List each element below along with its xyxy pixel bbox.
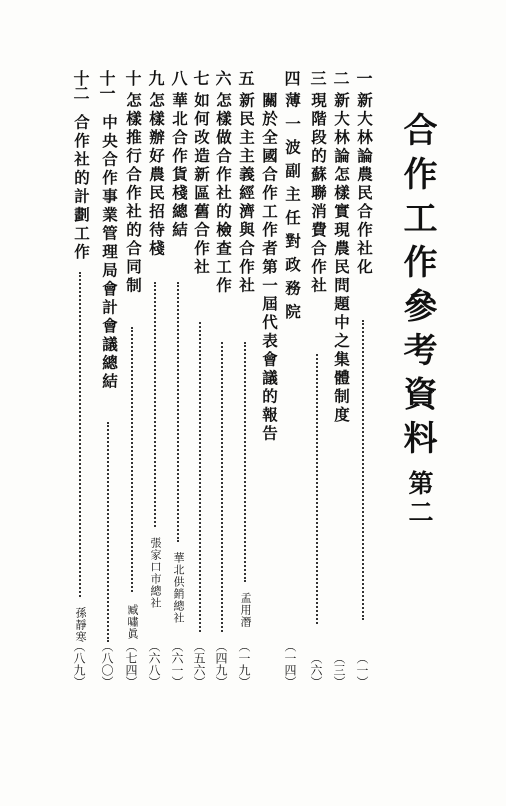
entry-number: 一 [354, 70, 373, 85]
entry-page: （八九） [72, 640, 86, 688]
toc-entry [168, 92, 190, 688]
leader-dots [107, 422, 109, 642]
entry-number: 五 [236, 70, 255, 85]
entry-author: 孫靜寒 [74, 607, 87, 643]
leader-dots [79, 272, 81, 597]
entry-title: 新民主主義經濟與合作社 [237, 92, 256, 296]
book-title: 合作工作參考資料 [397, 112, 437, 464]
leader-dots [244, 342, 246, 582]
volume-label: 第二 [405, 470, 434, 528]
toc-entry [122, 92, 144, 688]
leader-dots [221, 342, 223, 632]
entry-author: 華北供銷總社 [172, 552, 185, 624]
entry-title: 華北合作貨棧總結 [170, 92, 189, 240]
entry-number: 八 [169, 70, 188, 85]
leader-dots [316, 354, 318, 624]
toc-entry [281, 92, 303, 688]
entry-author: 孟用潛 [239, 592, 252, 628]
entry-number: 四 [282, 70, 301, 85]
entry-title: 薄一波副主任對政務院 [283, 92, 302, 327]
entry-title: 關於全國合作工作者第一屆代表會議的報告 [260, 92, 279, 444]
entry-number: 六 [213, 70, 232, 85]
entry-title: 新大林論怎樣實現農民問題中之集體制度 [332, 92, 351, 425]
entry-number: 三 [308, 70, 327, 85]
entry-number: 七 [191, 70, 210, 85]
entry-title: 怎樣做合作社的檢查工作 [214, 92, 233, 296]
entry-title: 合作社的計劃工作 [72, 114, 91, 262]
entry-page: （五六） [192, 640, 206, 688]
toc-entry [70, 92, 92, 688]
toc-entry-continued [258, 92, 280, 688]
leader-dots [154, 282, 156, 527]
entry-page: （七四） [124, 640, 138, 688]
entry-number: 九 [146, 70, 165, 85]
entry-page: （四九） [214, 640, 228, 688]
entry-number: 二 [331, 70, 350, 85]
leader-dots [362, 320, 364, 620]
leader-dots [131, 327, 133, 592]
toc-entry [145, 92, 167, 688]
entry-page: （一九） [237, 640, 251, 688]
leader-dots [199, 322, 201, 632]
entry-title: 中央合作事業管理局會計會議總結 [100, 114, 119, 392]
entry-number: 十二 [71, 70, 90, 100]
toc-entry [98, 92, 120, 688]
entry-author: 張家口市總社 [149, 537, 162, 609]
entry-page: （一） [355, 652, 369, 688]
entry-page: （六一） [170, 640, 184, 688]
toc-entry [330, 92, 352, 688]
toc-entry [190, 92, 212, 688]
toc-entry [307, 92, 329, 688]
entry-title: 現階段的蘇聯消費合作社 [309, 92, 328, 296]
entry-page: （六八） [147, 640, 161, 688]
entry-number: 十 [123, 70, 142, 85]
toc-entry [235, 92, 257, 688]
entry-title: 怎樣辦好農民招待棧 [147, 92, 166, 259]
entry-number: 十一 [97, 70, 116, 100]
entry-author: 臧嘯眞 [126, 604, 139, 640]
entry-title: 新大林論農民合作社化 [355, 92, 374, 277]
entry-title: 如何改造新區舊合作社 [192, 92, 211, 277]
entry-title: 怎樣推行合作社的合同制 [124, 92, 143, 296]
entry-page: （八〇） [100, 640, 114, 688]
toc-entry [353, 92, 375, 688]
entry-page: （三） [332, 652, 346, 688]
leader-dots [177, 282, 179, 542]
toc-entry [212, 92, 234, 688]
entry-page: （六） [309, 652, 323, 688]
entry-page: （一四） [283, 640, 297, 688]
